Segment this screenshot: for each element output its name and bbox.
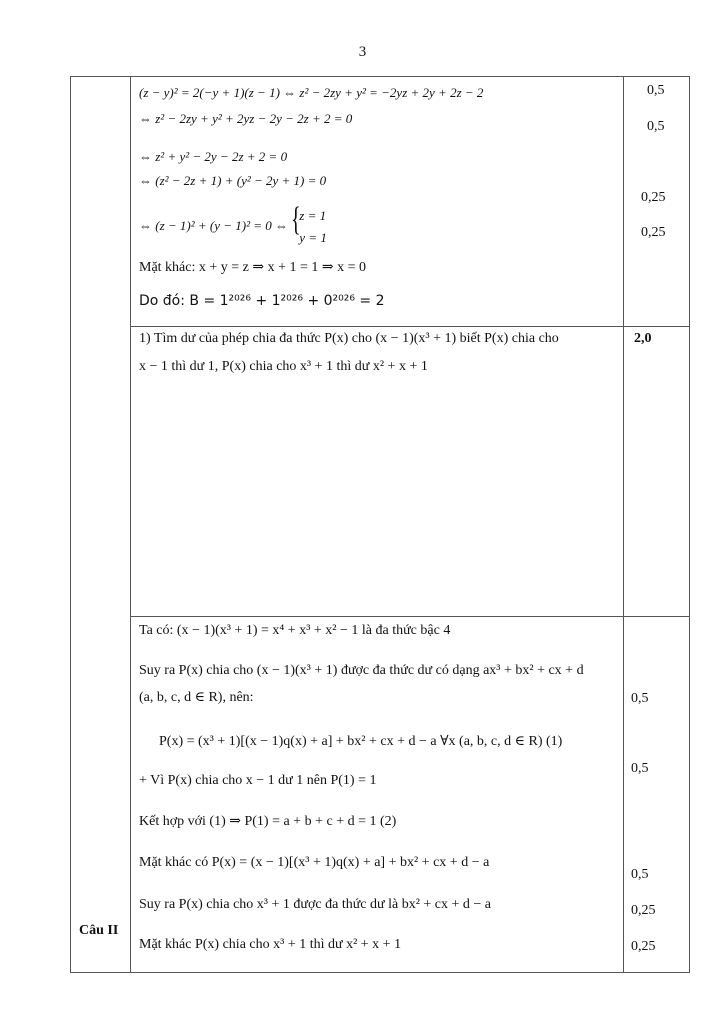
score: 0,5	[631, 867, 649, 882]
text-line: Do đó: B = 1²⁰²⁶ + 1²⁰²⁶ + 0²⁰²⁶ = 2	[139, 293, 385, 309]
row-divider-2	[130, 616, 689, 617]
equation-line: (z − y)² = 2(−y + 1)(z − 1) ⇔ z² − 2zy + y² = −2yz + 2y + 2z − 2	[139, 85, 484, 100]
text-line: Mặt khác: x + y = z ⇒ x + 1 = 1 ⇒ x = 0	[139, 260, 367, 275]
solution-line: P(x) = (x³ + 1)[(x − 1)q(x) + a] + bx² + cx + d − a ∀x (a, b, c, d ∈ R) (1)	[159, 734, 563, 749]
answer-table	[70, 76, 690, 973]
column-divider-left	[130, 77, 131, 972]
solution-line: Suy ra P(x) chia cho (x − 1)(x³ + 1) được đa thức dư có dạng ax³ + bx² + cx + d	[139, 663, 584, 678]
score: 0,5	[647, 119, 665, 134]
system-line: y = 1	[299, 230, 327, 245]
question-label: Câu II	[79, 923, 119, 938]
score: 0,25	[631, 903, 656, 918]
equation-line: ⇔ z² + y² − 2y − 2z + 2 = 0	[139, 149, 288, 164]
solution-line: + Vì P(x) chia cho x − 1 dư 1 nên P(1) = 1	[139, 773, 377, 788]
score: 0,5	[631, 761, 649, 776]
score: 0,25	[641, 190, 666, 205]
solution-line: (a, b, c, d ∈ R), nên:	[139, 690, 254, 705]
system-line: z = 1	[299, 208, 327, 223]
score: 0,25	[641, 225, 666, 240]
equation-line: ⇔ (z² − 2z + 1) + (y² − 2y + 1) = 0	[139, 173, 327, 188]
row-divider-1	[130, 326, 689, 327]
solution-line: Suy ra P(x) chia cho x³ + 1 được đa thức dư là bx² + cx + d − a	[139, 897, 492, 912]
equation-system	[291, 201, 327, 249]
score: 0,25	[631, 939, 656, 954]
solution-line: Mặt khác P(x) chia cho x³ + 1 thì dư x² + x + 1	[139, 937, 402, 952]
equation-line	[139, 201, 327, 249]
score: 0,5	[631, 691, 649, 706]
score: 0,5	[647, 83, 665, 98]
solution-line: Kết hợp với (1) ⇒ P(1) = a + b + c + d = 1 (2)	[139, 814, 397, 829]
page-number: 3	[358, 44, 367, 60]
equation-line: ⇔ z² − 2zy + y² + 2yz − 2y − 2z + 2 = 0	[139, 111, 353, 126]
solution-line: Ta có: (x − 1)(x³ + 1) = x⁴ + x³ + x² − 1 là đa thức bậc 4	[139, 623, 451, 638]
problem-line: 1) Tìm dư của phép chia đa thức P(x) cho (x − 1)(x³ + 1) biết P(x) chia cho	[139, 331, 559, 346]
problem-line: x − 1 thì dư 1, P(x) chia cho x³ + 1 thì dư x² + x + 1	[139, 359, 428, 374]
score: 2,0	[634, 331, 652, 346]
column-divider-right	[623, 77, 624, 972]
equation-text: ⇔ (z − 1)² + (y − 1)² = 0 ⇔	[139, 217, 289, 233]
solution-line: Mặt khác có P(x) = (x − 1)[(x³ + 1)q(x) + a] + bx² + cx + d − a	[139, 855, 490, 870]
brace-symbol: {	[291, 201, 302, 238]
